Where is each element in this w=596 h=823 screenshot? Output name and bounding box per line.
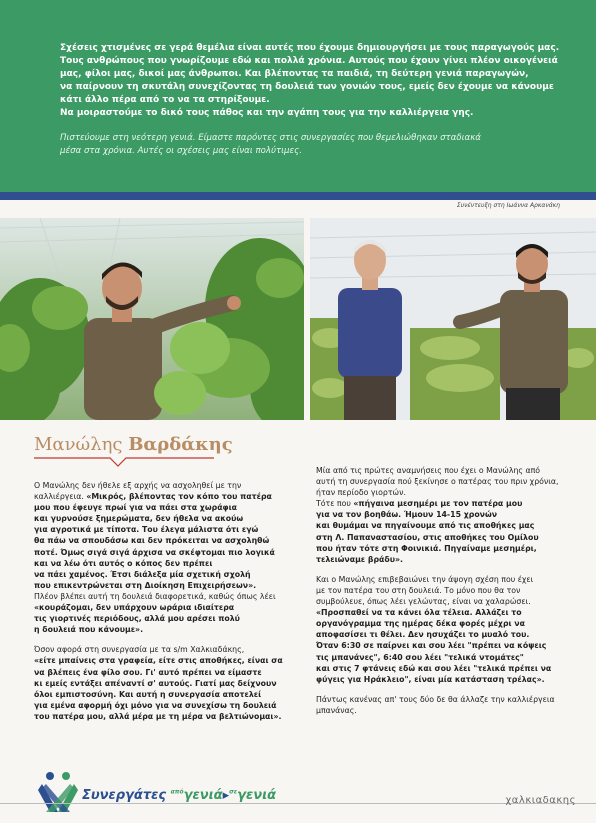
intro-panel [0,0,596,192]
last-name: Βαρδάκης [128,434,233,455]
article-line: και θυμάμαι να πηγαίνουμε από τις αποθήκες μας [316,521,535,531]
brand-genia1: γενιά [183,788,223,803]
article-line: κι εμείς εντάξει απέναντί σ' αυτούς. Γιατί μας δείχνουν [34,678,277,688]
interview-caption: Συνέντευξη στη Ιωάννα Αρκανάκη [456,202,560,209]
article-paragraph [316,574,578,685]
article-line: «Προσπαθεί να τα κάνει όλα τέλεια. Αλλάζει το [316,608,522,618]
article-line: να βλέπεις ένα φίλο σου. Γι' αυτό πρέπει να είμαστε [34,667,262,677]
article-line: θα πάω να σπουδάσω και δεν πρόκειται να ασχοληθώ [34,536,270,546]
brand-slogan [82,788,276,803]
brand-word1: Συνεργάτες [82,788,167,803]
article-column-left [34,480,300,731]
intro-line: κάτι άλλο πέρα από το να τα στηρίξουμε. [60,95,270,105]
article-line: ποτέ. Όμως σιγά σιγά άρχισα να σκέφτομαι πιο λογικά [34,547,275,557]
article-line: καλλιέργεια. «Μικρός, βλέποντας τον κόπο του πατέρα [34,492,272,502]
person-name [34,434,233,455]
article-line: αυτή τη συνεργασία πού ξεκίνησε ο πατέρας του πριν χρόνια, [316,477,559,487]
article-column-right [316,465,578,725]
article-line: «κουράζομαι, δεν υπάρχουν ωράρια ιδιαίτερα [34,603,235,613]
article-line: να πάει χαμένος. Έτσι διάλεξα μία σχετική σχολή [34,569,251,579]
article-line: οργανόγραμμα της ημέρας δέκα φορές μέχρι να [316,619,525,629]
intro-line: μας, φίλοι μας, δικοί μας άνθρωποι. Και βλέποντας τα παιδιά, τη δεύτερη γενιά παραγωγών, [60,69,529,79]
article-line: όλοι εμπιστοσύνη. Και αυτή η συνεργασία αποτελεί [34,689,262,699]
article-line: και στις 7 φτάνεις εδώ και σου λέει "τελικά πρέπει να [316,663,552,673]
article-line: που ήταν τότε στη Φοινικιά. Πηγαίναμε μεσημέρι, [316,543,537,553]
article-paragraph [34,644,300,722]
photo-greenhouse-portrait [0,218,304,420]
article-paragraph [316,465,578,565]
article-line: Μία από τις πρώτες αναμνήσεις που έχει ο Μανώλης από [316,466,541,475]
article-line: Τότε που «πήγαινα μεσημέρι με τον πατέρα μου [316,499,523,509]
article-line: Πλέον βλέπει αυτή τη δουλειά διαφορετικά, καθώς όπως λέει [34,591,276,601]
company-logo: χαλκιαδακης [505,795,576,806]
decorative-underline [34,456,214,468]
article-line: για να τον βοηθάω. Ήμουν 14-15 χρονών [316,510,498,520]
article-line: Και ο Μανώλης επιβεβαιώνει την άψογη σχέση που έχει [316,574,534,584]
article-line: στη Λ. Παπαναστασίου, στις αποθήκες του Ομίλου [316,532,539,542]
article-line: με τον πατέρα του στη δουλειά. Το μόνο που θα τον [316,585,521,595]
article-line: Πάντως κανένας απ' τους δύο δε θα άλλαζε την καλλιέργεια [316,694,555,704]
intro-italic-line: Πιστεύουμε στη νεότερη γενιά. Είμαστε παρόντες στις συνεργασίες που θεμελιώθηκαν σταδιακά [60,133,481,143]
article-line: φύγεις για Ηράκλειο", είναι μία κατάσταση τρέλας». [316,674,545,684]
article-paragraph [34,480,300,635]
article-line: η δουλειά που κάνουμε». [34,625,144,635]
article-line: για εμένα αφορμή όχι μόνο για να συνεχίσω τη δουλειά [34,700,277,710]
divider-bar [0,192,596,200]
article-paragraph [316,694,578,716]
brand-se: σε [229,788,238,796]
article-line: συμβούλευε, όπως λέει γελώντας, είναι να χαλαρώσει. [316,597,531,607]
article-line: «είτε μπαίνεις στα γραφεία, είτε στις αποθήκες, είναι σα [34,656,283,666]
intro-bold-text [60,42,580,120]
article-line: αποφασίσει τι θέλει. Δεν ησυχάζει το μυαλό του. [316,630,530,640]
article-line: του πατέρα μου, αλλά μέρα με τη μέρα να βελτιώνομαι». [34,711,282,721]
article-line: και γυρνούσε ξημερώματα, δεν ήθελα να ακούω [34,514,244,524]
intro-line: Να μοιραστούμε το δικό τους πάθος και την αγάπη τους για την καλλιέργεια γης. [60,108,474,118]
article-line: που επικεντρώνεται στη Διοίκηση Επιχειρήσεων». [34,580,257,590]
first-name: Μανώλης [34,434,123,455]
intro-line: να παίρνουν τη σκυτάλη συνεχίζοντας τη δουλειά των γονιών τους, εμείς δεν έχουμε να κάνουμε [60,82,554,92]
intro-line: Σχέσεις χτισμένες σε γερά θεμέλια είναι αυτές που έχουμε δημιουργήσει με τους παραγωγούς μας. [60,43,560,53]
article-line: τελειώναμε βράδυ». [316,554,404,564]
article-line: μου που έφευγε πρωί για να πάει στα χωράφια [34,503,238,513]
article-line: Ο Μανώλης δεν ήθελε εξ αρχής να ασχοληθεί με την [34,481,242,490]
article-line: τις μπανάνες", 6:40 σου λέει "τελικά ντομάτες" [316,652,524,662]
people-logo-icon [36,770,80,814]
photo-father-son-bananas [310,218,596,420]
arrow-icon: ▸ [222,788,230,803]
article-line: μπανάνας. [316,705,357,715]
article-line: τις γιορτινές περιόδους, αλλά μου αρέσει πολύ [34,614,240,624]
brand-apo: από [170,788,184,796]
article-line: ήταν περίοδο γιορτών. [316,488,406,498]
intro-italic-text [60,132,580,158]
intro-italic-line: μέσα στα χρόνια. Αυτές οι σχέσεις μας είναι πολύτιμες. [60,146,302,156]
intro-line: Τους ανθρώπους που γνωρίζουμε εδώ και πολλά χρόνια. Αυτούς που έχουν γίνει πλέον οικογένειά [60,56,558,66]
article-line: και να λέω ότι αυτός ο κόπος δεν πρέπει [34,558,213,568]
brand-genia2: γενιά [237,788,277,803]
article-line: Όταν 6:30 σε παίρνει και σου λέει "πρέπει να κόψεις [316,641,547,651]
article-line: για αγροτικά με τίποτα. Του έλεγα μάλιστα ότι εγώ [34,525,259,535]
article-line: Όσον αφορά στη συνεργασία με τα s/m Χαλκιαδάκης, [34,645,245,655]
